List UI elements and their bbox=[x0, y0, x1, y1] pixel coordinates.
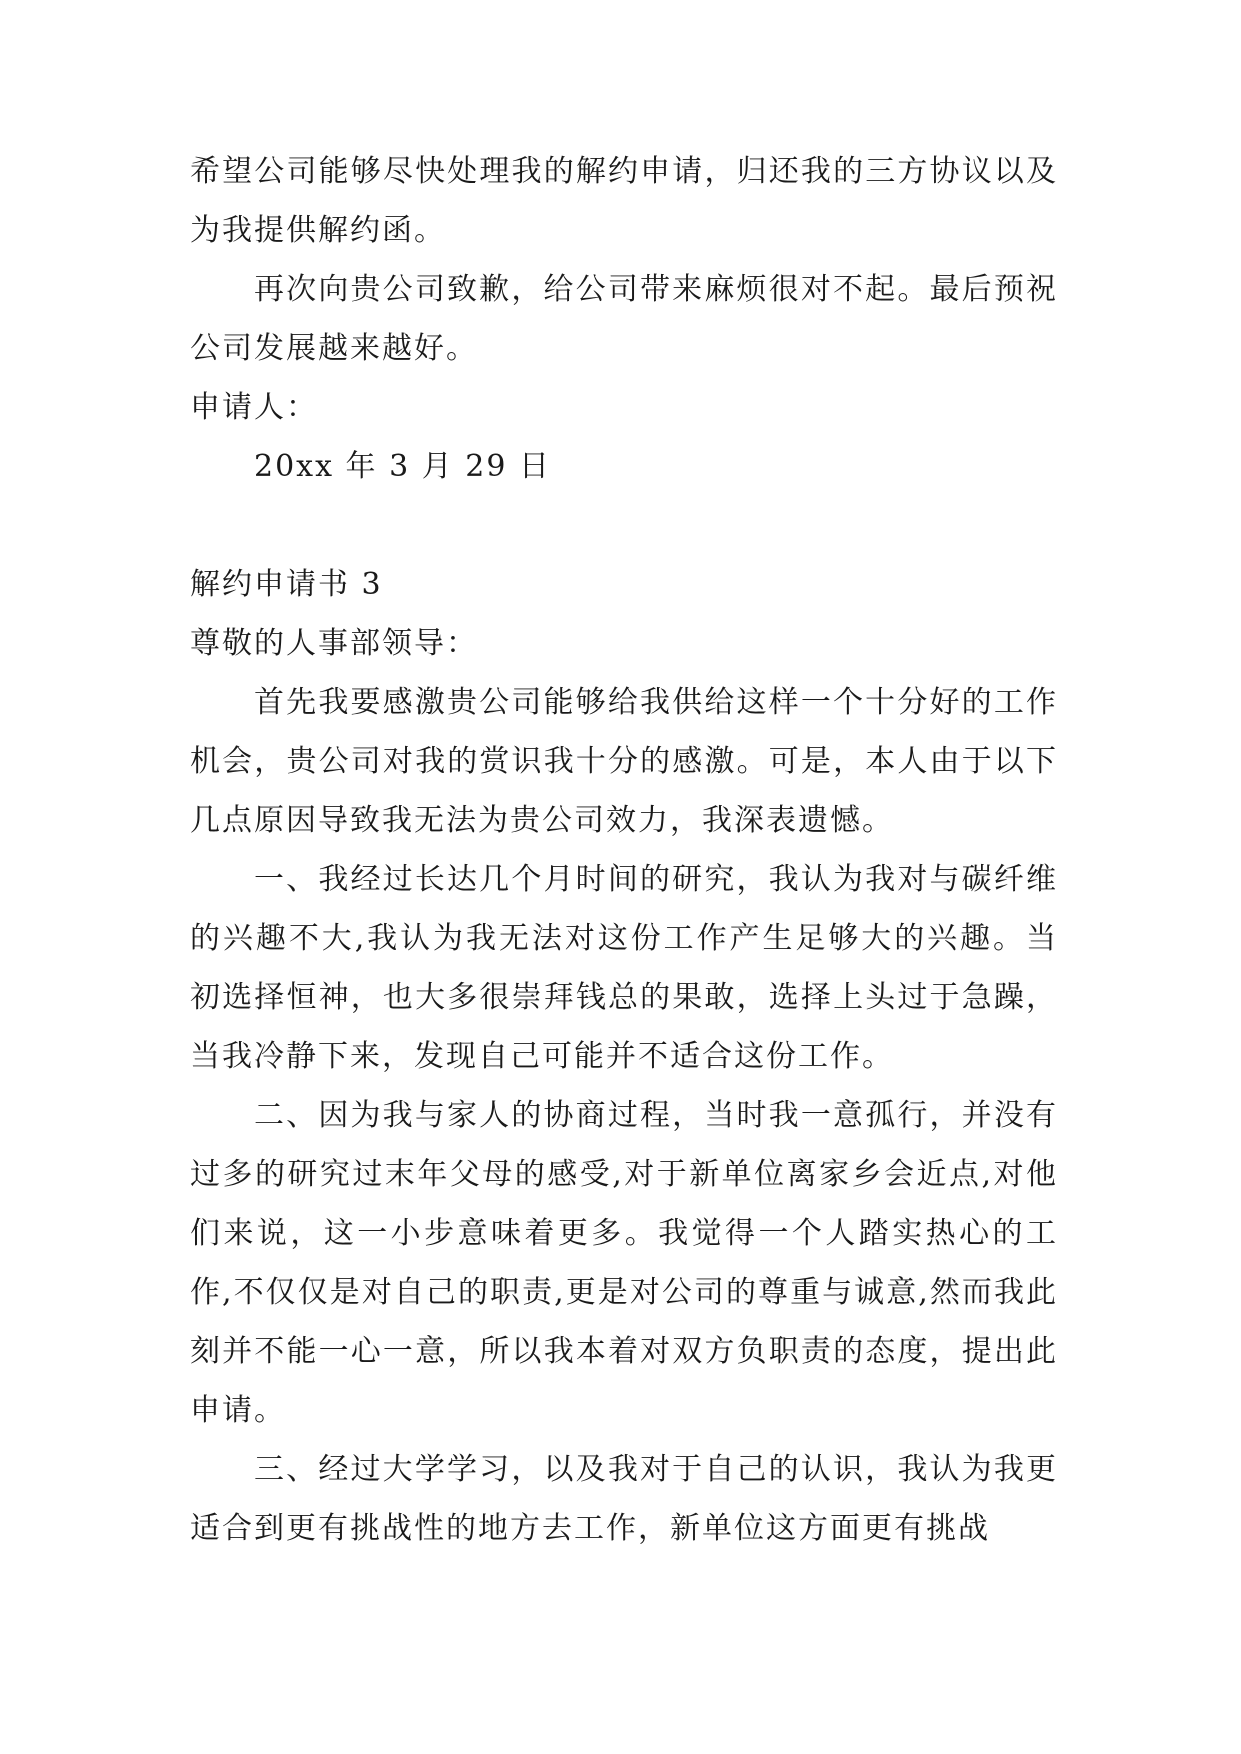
body-paragraph-reason-two: 二、因为我与家人的协商过程，当时我一意孤行，并没有过多的研究过末年父母的感受,对于新单位离家乡会近点,对他们来说，这一小步意味着更多。我觉得一个人踏实热心的工作,不仅仅是对自己的职责,更是对公司的尊重与诚意,然而我此刻并不能一心一意，所以我本着对双方负职责的态度，提出此申请。 bbox=[190, 1098, 1058, 1428]
applicant-label: 申请人： bbox=[190, 390, 318, 425]
section-spacer bbox=[190, 496, 1058, 555]
body-paragraph-reason-one: 一、我经过长达几个月时间的研究，我认为我对与碳纤维的兴趣不大,我认为我无法对这份工作产生足够大的兴趣。当初选择恒神，也大多很崇拜钱总的果敢，选择上头过于急躁，当我冷静下来，发现自己可能并不适合这份工作。 bbox=[190, 862, 1058, 1074]
signature-date: 20xx 年 3 月 29 日 bbox=[254, 449, 551, 484]
paragraph-apology: 再次向贵公司致歉，给公司带来麻烦很对不起。最后预祝公司发展越来越好。 bbox=[190, 272, 1058, 366]
body-paragraph-intro: 首先我要感激贵公司能够给我供给这样一个十分好的工作机会，贵公司对我的赏识我十分的感激。可是，本人由于以下几点原因导致我无法为贵公司效力，我深表遗憾。 bbox=[190, 685, 1058, 838]
section-title: 解约申请书 3 bbox=[190, 567, 383, 602]
paragraph-closing-request: 希望公司能够尽快处理我的解约申请，归还我的三方协议以及为我提供解约函。 bbox=[190, 154, 1058, 248]
document-body bbox=[190, 142, 1058, 1558]
body-paragraph-reason-three: 三、经过大学学习，以及我对于自己的认识，我认为我更适合到更有挑战性的地方去工作，新单位这方面更有挑战 bbox=[190, 1452, 1058, 1546]
salutation: 尊敬的人事部领导： bbox=[190, 626, 478, 661]
